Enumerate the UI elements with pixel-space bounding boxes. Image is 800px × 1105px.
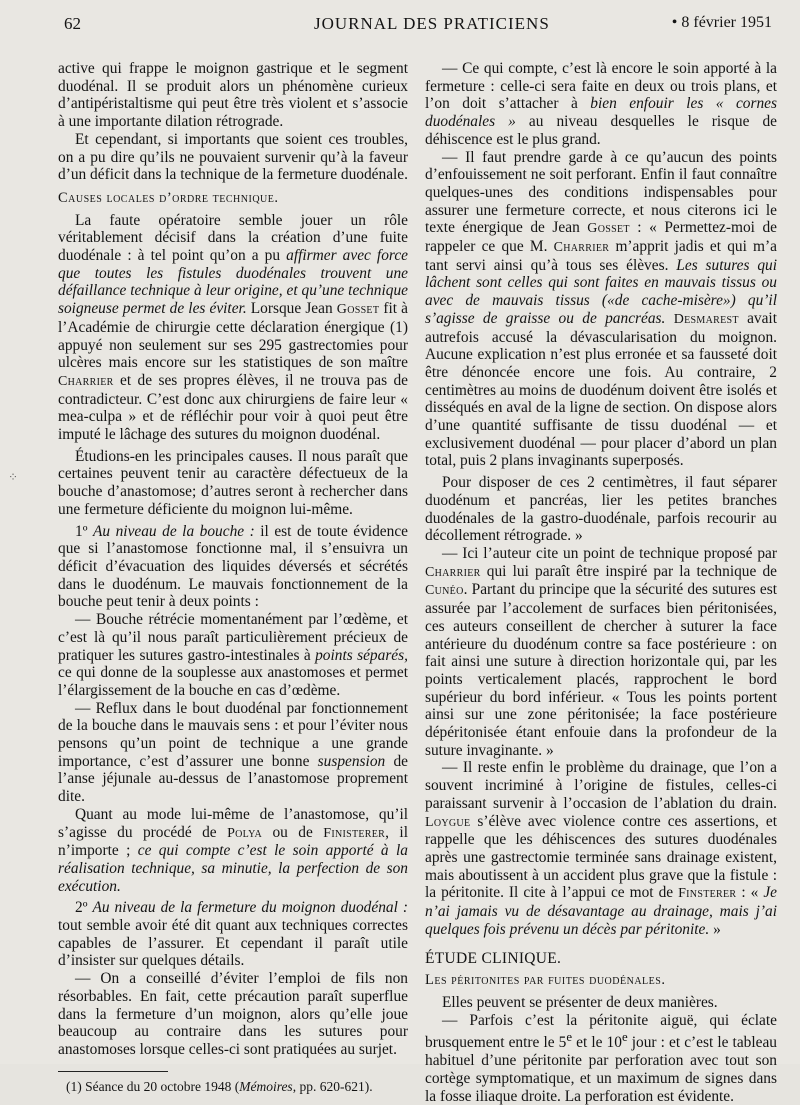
paragraph: 2º Au niveau de la fermeture du moignon duodénal : tout semble avoir été dit quant aux techniques correctes capables de l’assurer. Et cependant il paraît utile d’insister sur quelques détails. [58, 899, 408, 970]
section-title: ÉTUDE CLINIQUE. [425, 950, 562, 968]
paragraph: — On a conseillé d’éviter l’emploi de fils non résorbables. En fait, cette précaution paraît superflue dans la fermeture d’un moignon, alors qu’elle joue beaucoup au contraire dans les sutures pour anastomoses lorsque celles-ci sont pratiquées au surjet. [58, 970, 408, 1058]
issue-date: • 8 février 1951 [671, 14, 772, 31]
paragraph: La faute opératoire semble jouer un rôle véritablement décisif dans la création d’une fuite duodénale : à tel point qu’on a pu affirmer avec force que toutes les fistules duodénales trouvent une défaillance technique à leur origine, et qu’une technique soigneuse permet de les éviter. Lorsque Jean Gosset fit à l’Académie de chirurgie cette déclaration énergique (1) appuyé non seulement sur ses 295 gastrectomies pour ulcères mais encore sur les statistiques de son maître Charrier et de ses propres élèves, il ne trouva pas de contradicteur. C’est donc aux chirurgiens de faire leur « mea-culpa » et de réfléchir pour voir à quoi peut être imputé le lâchage des sutures du moignon duodénal. [58, 211, 408, 444]
left-column [58, 60, 408, 1095]
footnote: (1) Séance du 20 octobre 1948 (Mémoires, pp. 620-621). [66, 1078, 373, 1094]
section-heading: Causes locales d’ordre technique. [58, 189, 279, 206]
paragraph: — Il faut prendre garde à ce qu’aucun des points d’enfouissement ne soit perforant. Enfin il faut connaître quelques-unes des conditions indispensables pour assurer une fermeture correcte, et nous citerons ici le texte énergique de Jean Gosset : « Permettez-moi de rappeler ce que M. Charrier m’apprit jadis et qui m’a tant servi ainsi qu’à tous ses élèves. Les sutures qui lâchent sont celles qui sont faites en mauvais tissus ou avec de mauvais tissus («de cache-misère») qu’il s’agisse de graisse ou de pancréas. Desmarest avait autrefois accusé la dévascularisation du moignon. Aucune explication n’est plus erronée et sa fausseté doit être dénoncée encore une fois. Au contraire, 2 centimètres au moins de duodénum doivent être isolés et disséqués en aval de la ligne de section. On dispose alors d’une quantité suffisante de tissu duodénal — et exclusivement duodénal — pour placer d’abord un plan total, puis 2 plans invaginants superposés. [425, 148, 777, 470]
subsection-heading: Les péritonites par fuites duodénales. [425, 972, 666, 989]
paragraph: Et cependant, si importants que soient ces troubles, on a pu dire qu’ils ne pouvaient survenir qu’à la faveur d’un déficit dans la technique de la fermeture duodénale. [58, 130, 408, 184]
paragraph: Elles peuvent se présenter de deux manières. [442, 993, 718, 1011]
paragraph: — Parfois c’est la péritonite aiguë, qui éclate brusquement entre le 5e et le 10e jour : et c’est le tableau habituel d’une péritonite par perforation avec tout son cortège symptomatique, et un maximum de signes dans la fosse iliaque droite. La perforation est évidente. [425, 1011, 777, 1105]
paragraph: — Reflux dans le bout duodénal par fonctionnement de la bouche dans le mauvais sens : et pour l’éviter nous pensons qu’un point de technique a une grande importance, c’est d’assurer une bonne suspension de l’anse jéjunale au-dessus de l’anastomose proprement dite. [58, 699, 409, 806]
paragraph: Pour disposer de ces 2 centimètres, il faut séparer duodénum et pancréas, lier les petites branches duodénales de la gastro-duodénale, parfois recourir au décollement rétrograde. » [425, 474, 777, 545]
running-header [64, 10, 772, 38]
paragraph: — Ici l’auteur cite un point de technique proposé par Charrier qui lui paraît être inspiré par la technique de Cunéo. Partant du principe que la sécurité des sutures est assurée par l’accolement de surfaces bien péritonisées, ces auteurs conseillent de chercher à suturer la face antérieure du duodénum contre sa face postérieure : on fait ainsi une suture à direction horizontale qui, par les points verticalement placés, rapprochent le bord supérieur du bord inférieur. « Tous les points portent ainsi sur une zone péritonisée; la face postérieure dépéritonisée étant enfouie dans la profondeur de la suture invaginante. » [425, 544, 777, 759]
paragraph: — Il reste enfin le problème du drainage, que l’on a souvent incriminé à l’origine de fistules, celles-ci paraissant survenir à l’occasion de l’ablation du drain. Loygue s’élève avec violence contre ces assertions, et rappelle que les déhiscences des sutures duodénales après une gastrectomie terminée sans drainage existent, mais aboutissent à un accident plus grave que la fistule : la péritonite. Il cite à l’appui ce mot de Finsterer : « Je n’ai jamais vu de désavantage au drainage, mais j’ai quelques fois prévenu un décès par péritonite. » [425, 759, 777, 938]
paragraph: — Bouche rétrécie momentanément par l’œdème, et c’est là qu’il nous paraît particulièrement précieux de pratiquer les sutures gastro-intestinales à points séparés, ce qui donne de la souplesse aux anastomoses et permet l’élargissement de la bouche en cas d’œdème. [58, 611, 408, 699]
paragraph: active qui frappe le moignon gastrique et le segment duodénal. Il se produit alors un phénomène curieux d’antipéristaltisme qui peut être très violent et s’associe à une importante dilation rétrograde. [58, 60, 408, 131]
print-stain: ⁘ [8, 470, 19, 484]
paragraph: 1º Au niveau de la bouche : il est de toute évidence que si l’anastomose fonctionne mal, il s’ensuivra un déficit d’évacuation des liquides déversés et sécrétés dans le duodénum. Le mauvais fonctionnement de la bouche peut tenir à deux points : [58, 522, 408, 611]
footnote-rule [58, 1071, 168, 1072]
paragraph: — Ce qui compte, c’est là encore le soin apporté à la fermeture : celle-ci sera faite en deux ou trois plans, et l’on doit s’attacher à bien enfouir les « cornes duodénales » au niveau desquelles le risque de déhiscence est le plus grand. [425, 60, 777, 148]
journal-title: JOURNAL DES PRATICIENS [314, 14, 550, 33]
paragraph: Quant au mode lui-même de l’anastomose, qu’il s’agisse du procédé de Polya ou de Finisterer, il n’importe ; ce qui compte c’est le soin apporté à la réalisation technique, sa minutie, la perfection de son exécution. [58, 805, 408, 895]
page-number: 62 [64, 14, 81, 33]
paragraph: Étudions-en les principales causes. Il nous paraît que certaines peuvent tenir au caractère défectueux de la bouche d’anastomose; d’autres seront à rechercher dans une fermeture déficiente du moignon lui-même. [58, 447, 408, 518]
right-column [425, 60, 777, 1105]
